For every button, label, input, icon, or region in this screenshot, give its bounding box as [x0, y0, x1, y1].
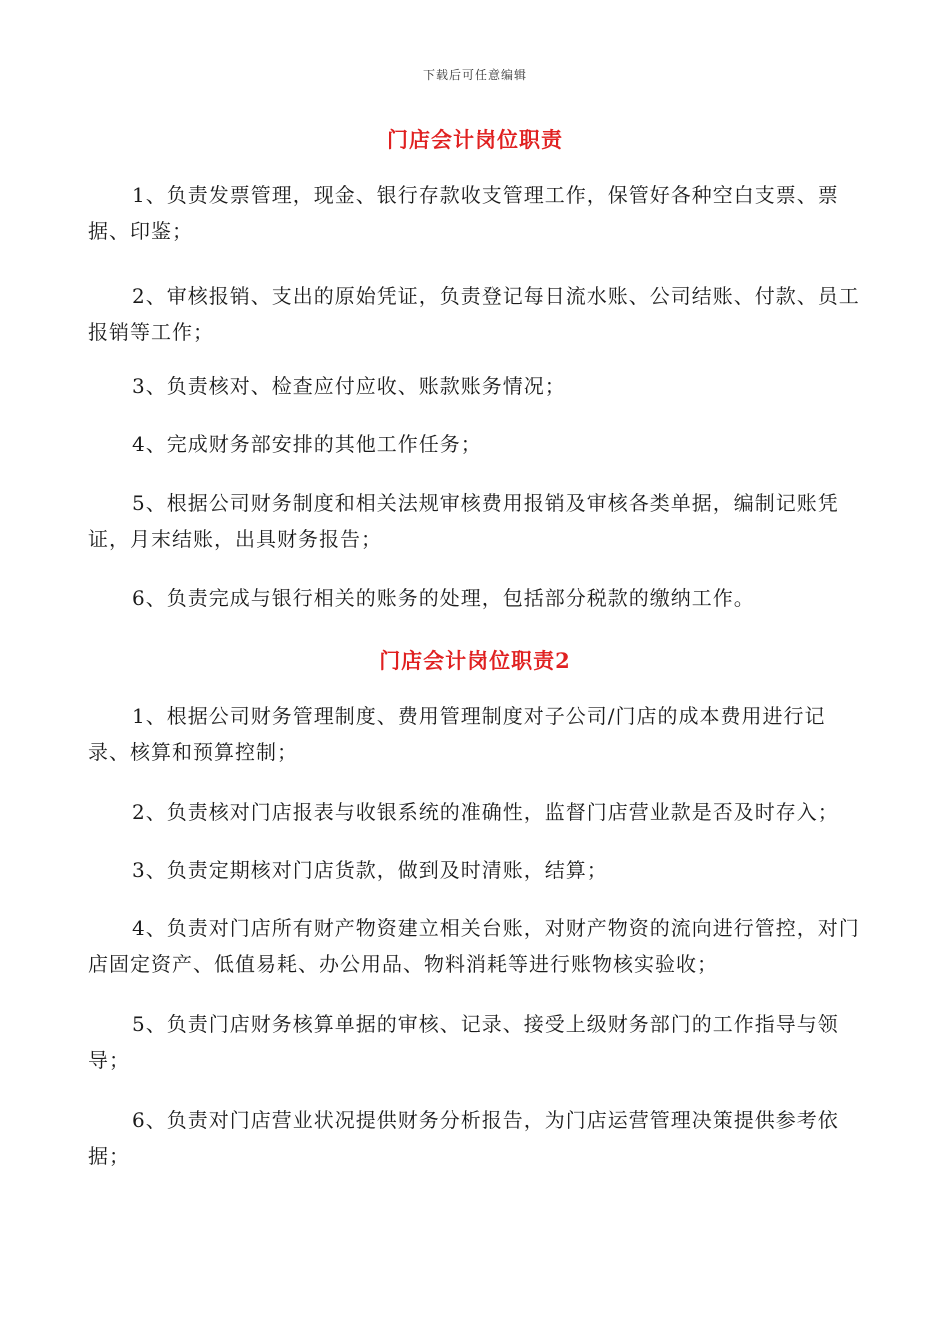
section-1-item-5: 5、根据公司财务制度和相关法规审核费用报销及审核各类单据，编制记账凭证，月末结账，出具财务报告；	[88, 491, 839, 551]
section-1-item-1: 1、负责发票管理，现金、银行存款收支管理工作，保管好各种空白支票、票据、印鉴；	[88, 183, 839, 243]
section-2-item-2: 2、负责核对门店报表与收银系统的准确性，监督门店营业款是否及时存入；	[132, 800, 839, 824]
section-2-item-4: 4、负责对门店所有财产物资建立相关台账，对财产物资的流向进行管控，对门店固定资产、低值易耗、办公用品、物料消耗等进行账物核实验收；	[88, 916, 860, 976]
section-title-1: 门店会计岗位职责	[387, 127, 563, 152]
section-2-item-1: 1、根据公司财务管理制度、费用管理制度对子公司/门店的成本费用进行记录、核算和预算控制；	[88, 704, 826, 764]
section-2-item-5: 5、负责门店财务核算单据的审核、记录、接受上级财务部门的工作指导与领导；	[88, 1012, 839, 1072]
section-1-item-2: 2、审核报销、支出的原始凭证，负责登记每日流水账、公司结账、付款、员工报销等工作；	[88, 284, 860, 344]
section-title-2: 门店会计岗位职责2	[379, 648, 571, 673]
section-1-item-4: 4、完成财务部安排的其他工作任务；	[132, 432, 482, 456]
section-2-item-6: 6、负责对门店营业状况提供财务分析报告，为门店运营管理决策提供参考依据；	[88, 1108, 839, 1168]
header-note: 下载后可任意编辑	[422, 68, 527, 82]
section-1-item-6: 6、负责完成与银行相关的账务的处理，包括部分税款的缴纳工作。	[132, 586, 755, 610]
section-2-item-3: 3、负责定期核对门店货款，做到及时清账，结算；	[132, 858, 608, 882]
section-1-item-3: 3、负责核对、检查应付应收、账款账务情况；	[132, 374, 566, 398]
